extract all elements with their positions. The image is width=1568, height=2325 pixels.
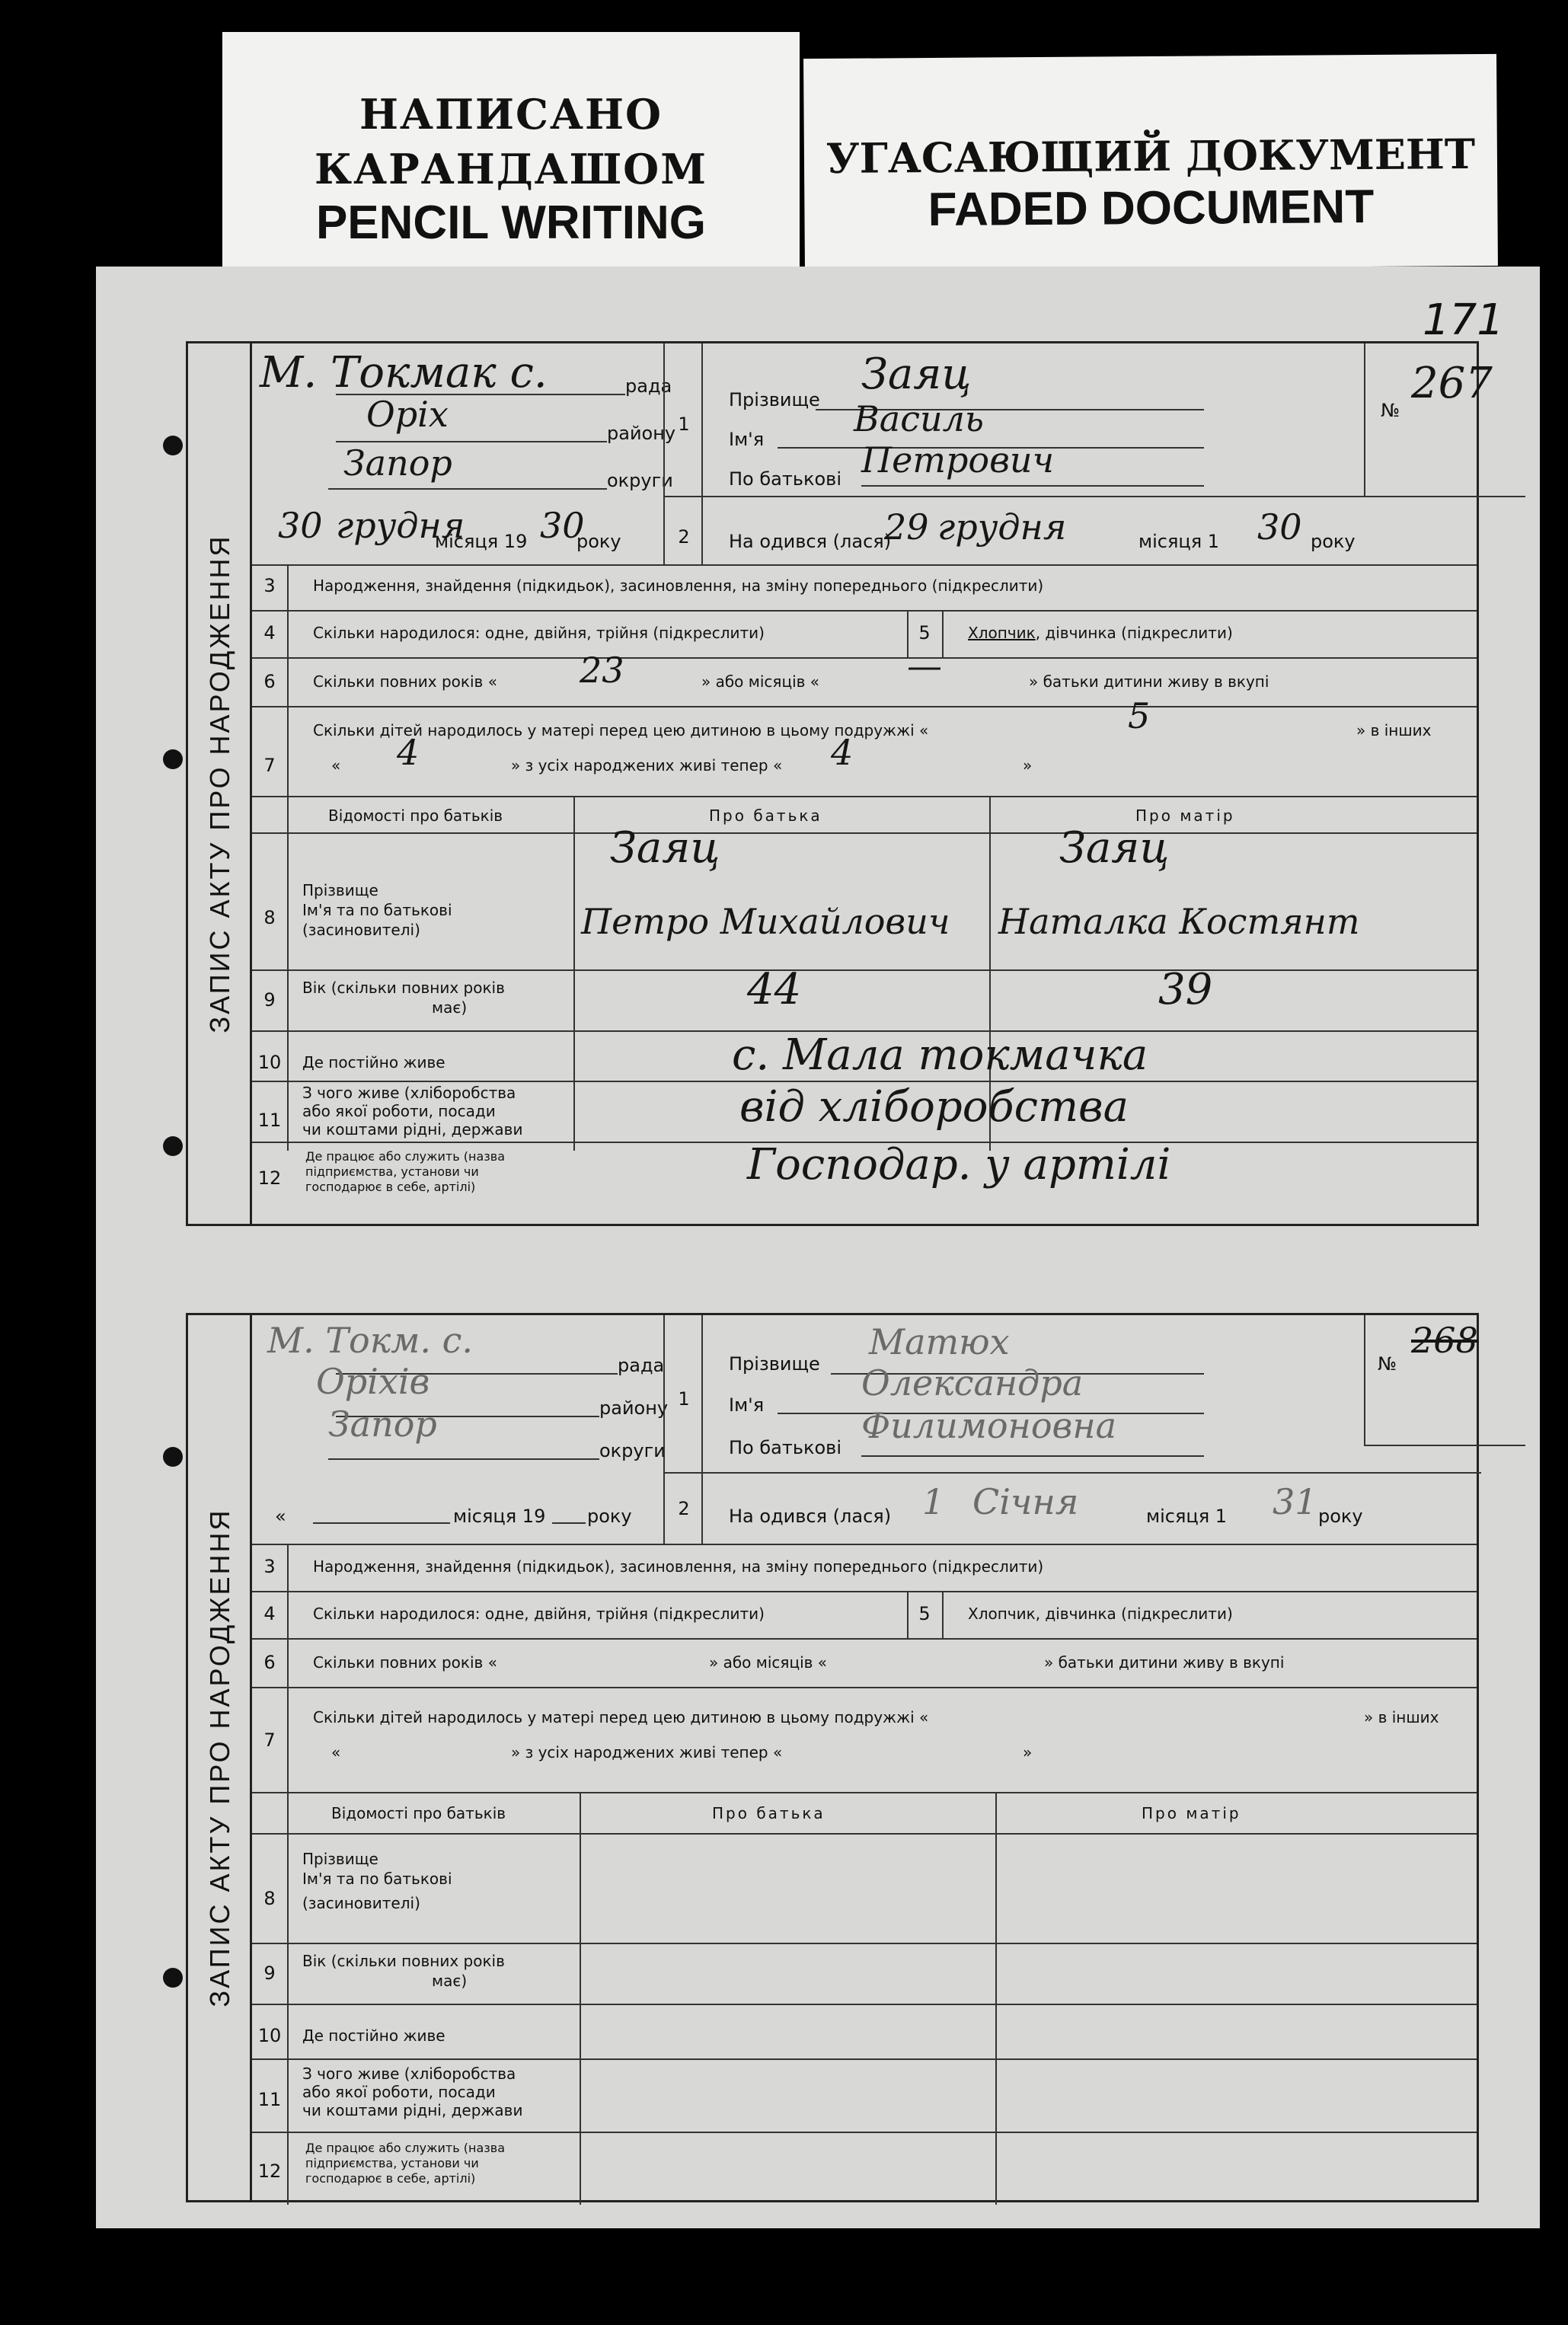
hw-reg-day: 30 [278,505,323,546]
label-row8c: (засиновителі) [302,1894,420,1912]
label-roku: року [587,1506,632,1527]
hw-okruha: Запор [328,1404,437,1445]
label-row12a: Де працює або служить (назва [305,2141,506,2155]
num-12: 12 [257,2161,282,2182]
label-raion: району [599,1397,669,1419]
label-no: № [1381,400,1400,421]
label-row12a: Де працює або служить (назва [305,1149,506,1164]
label-row11a: З чого живе (хліборобства [302,2065,516,2083]
hw-mother-age: 39 [1158,965,1213,1014]
label-row12c: господарює в себе, артілі) [305,2171,476,2186]
label-okruha: округи [607,470,673,491]
stamp-en: PENCIL WRITING [315,196,707,249]
hw-birth-month: Січня [972,1481,1079,1522]
hw-birth-day: 29 [884,506,929,548]
label-row7-c: « [331,756,341,774]
hw-livelihood: від хліборобства [739,1082,1129,1132]
label-row8c: (засиновителі) [302,921,420,939]
num-5: 5 [918,622,931,644]
page-number: 171 [1423,295,1504,345]
hw-workplace: Господар. у артілі [747,1140,1171,1190]
num-12: 12 [257,1167,282,1189]
hw-patronymic: Филимоновна [861,1405,1117,1446]
label-row6-c: » батьки дитини живу в вкупі [1044,1653,1285,1672]
stamp-faded-ru: УГАСАЮЩИЙ ДОКУМЕНТ [826,129,1476,183]
hw-number: 268 [1411,1320,1478,1361]
label-rada: рада [618,1355,665,1376]
label-row6-a: Скільки повних років « [313,1653,497,1672]
label-row10: Де постійно живе [302,2026,445,2045]
label-row3: Народження, знайдення (підкидьок), засиновлення, на зміну попереднього (підкреслити) [313,576,1044,595]
hw-residence: с. Мала токмачка [732,1030,1148,1080]
hw-place: М. Токм. с. [267,1320,473,1361]
label-row8: Прізвище [302,881,378,899]
hw-mother-name: Наталка Костянт [998,901,1360,942]
num-8: 8 [263,1888,276,1909]
label-roku: року [576,531,621,552]
label-roku-2: року [1318,1506,1363,1527]
label-surname: Прізвище [729,389,820,410]
hw-birth-year: 31 [1273,1481,1317,1522]
label-month-year: місяця 19 [453,1506,546,1527]
number-box [1364,343,1525,497]
num-6: 6 [263,1652,276,1673]
num-11: 11 [257,1110,282,1131]
label-row10: Де постійно живе [302,1053,445,1071]
label-rada: рада [625,375,672,397]
hw-father-age: 44 [747,965,802,1014]
num-4: 4 [263,1603,276,1624]
label-boy: Хлопчик [968,1605,1036,1623]
hw-reg-year: 30 [540,505,585,546]
label-row11a: З чого живе (хліборобства [302,1084,516,1102]
label-parents-info: Відомості про батьків [331,1804,506,1822]
label-row9a: Вік (скільки повних років [302,979,505,997]
label-row6-c: » батьки дитини живу в вкупі [1029,672,1269,691]
label-month-1: місяця 1 [1146,1506,1228,1527]
hw-surname: Заяц [861,350,972,399]
label-row7-a: Скільки дітей народилось у матері перед цею дитиною в цьому подружжі « [313,1708,929,1726]
label-row12b: підприємства, установи чи [305,2156,479,2170]
hw-mother-surname: Заяц [1059,823,1170,873]
label-row4: Скільки народилося: одне, двійня, трійня (підкреслити) [313,624,765,642]
num-10: 10 [257,1052,282,1073]
hw-raion: Оріхів [316,1361,430,1402]
stamp-faded-en: FADED DOCUMENT [928,180,1375,237]
side-title-box [186,1313,252,2202]
label-row6-b: » або місяців « [709,1653,827,1672]
label-row7-c: « [331,1743,341,1761]
hw-place: М. Токмак с. [260,348,548,398]
label-roku-2: року [1311,531,1356,552]
label-about-father: Про батька [709,806,822,825]
label-quote: « [275,1506,286,1527]
num-7: 7 [263,1729,276,1751]
label-girl: , дівчинка (підкреслити) [1035,1605,1233,1623]
label-row9b: має) [432,1972,468,1990]
label-row11c: чи коштами рідні, держави [302,2101,523,2119]
label-row6-a: Скільки повних років « [313,672,497,691]
num-11: 11 [257,2089,282,2110]
hw-father-surname: Заяц [610,823,720,873]
hw-birth-day: 1 [922,1481,945,1522]
label-row12b: підприємства, установи чи [305,1164,479,1179]
hw-children-alive: 4 [831,732,854,773]
label-okruha: округи [599,1440,666,1461]
label-row7-d: » з усіх народжених живі тепер « [511,756,783,774]
label-row11b: або якої роботи, посади [302,2083,496,2101]
label-girl: , дівчинка (підкреслити) [1035,624,1233,642]
num-5: 5 [918,1603,931,1624]
label-name: Ім'я [729,429,765,450]
hw-raion: Оріх [366,394,449,435]
num-8: 8 [263,907,276,928]
label-row7-e: » [1023,756,1033,774]
hw-father-name: Петро Михайлович [581,901,950,942]
label-row11c: чи коштами рідні, держави [302,1120,523,1139]
num-2: 2 [678,526,690,548]
label-row8: Прізвище [302,1850,378,1868]
number-box [1364,1315,1525,1446]
hw-number: 267 [1411,359,1493,408]
record-grid [250,1313,1479,2202]
label-row7-b: » в інших [1356,721,1432,739]
hw-months-together: — [907,645,942,686]
punch-hole [163,1968,183,1988]
num-9: 9 [263,989,276,1011]
record-grid [250,341,1493,1226]
hw-okruha: Запор [343,442,452,484]
punch-hole [163,436,183,455]
label-month-1: місяця 1 [1138,531,1220,552]
num-9: 9 [263,1963,276,1984]
label-row12c: господарює в себе, артілі) [305,1180,476,1194]
punch-hole [163,1447,183,1467]
label-row5 [968,624,1233,642]
label-row7-b: » в інших [1364,1708,1439,1726]
num-4: 4 [263,622,276,644]
hw-children-this: 5 [1128,695,1151,736]
label-row7-d: » з усіх народжених живі тепер « [511,1743,783,1761]
stamp-ru-line1: НАПИСАНО [359,90,663,139]
side-title: ЗАПИС АКТУ ПРО НАРОДЖЕННЯ [204,534,235,1033]
num-3: 3 [263,1556,276,1577]
birth-record-2 [186,1313,1479,2202]
num-10: 10 [257,2025,282,2046]
label-parents-info: Відомості про батьків [328,806,503,825]
num-6: 6 [263,671,276,692]
label-row3: Народження, знайдення (підкидьок), засиновлення, на зміну попереднього (підкреслити) [313,1557,1044,1576]
label-about-mother: Про матір [1142,1804,1241,1822]
num-3: 3 [263,575,276,596]
num-1: 1 [678,414,690,435]
label-surname: Прізвище [729,1353,820,1375]
label-row8b: Ім'я та по батькові [302,901,452,919]
place-section [252,343,676,564]
hw-name: Василь [854,398,984,439]
label-row8b: Ім'я та по батькові [302,1870,452,1888]
birth-record-1 [186,341,1493,1226]
label-raion: району [607,423,676,444]
hw-birth-year: 30 [1257,506,1302,548]
label-patronymic: По батькові [729,1437,841,1458]
side-title: ЗАПИС АКТУ ПРО НАРОДЖЕННЯ [204,1508,235,2007]
hw-name: Олександра [861,1362,1084,1404]
num-7: 7 [263,755,276,776]
num-1: 1 [678,1388,690,1410]
label-row9b: має) [432,998,468,1017]
num-2: 2 [678,1498,690,1519]
label-row7-e: » [1023,1743,1033,1761]
faded-document-stamp [803,54,1498,270]
hw-reg-month: грудня [336,505,465,546]
label-born: На одився (лася) [729,531,892,552]
label-month-year: місяця 19 [435,531,528,552]
label-patronymic: По батькові [729,468,841,490]
punch-hole [163,749,183,769]
hw-children-other: 4 [397,732,420,773]
place-section [252,1315,669,1544]
label-name: Ім'я [729,1394,765,1416]
label-row6-b: » або місяців « [701,672,819,691]
label-no: № [1378,1353,1397,1375]
label-boy: Хлопчик [968,624,1036,642]
stamp-ru-line2: КАРАНДАШОМ [315,145,707,193]
hw-years-together: 23 [580,650,624,691]
hw-surname: Матюх [869,1321,1010,1362]
hw-birth-month: грудня [937,506,1067,548]
label-row11b: або якої роботи, посади [302,1102,496,1120]
label-row4: Скільки народилося: одне, двійня, трійня (підкреслити) [313,1605,765,1623]
label-born: На одився (лася) [729,1506,892,1527]
pencil-writing-stamp [222,32,800,268]
label-about-mother: Про матір [1135,806,1235,825]
label-row5 [968,1605,1233,1623]
label-row9a: Вік (скільки повних років [302,1952,505,1970]
hw-patronymic: Петрович [861,439,1055,481]
label-row7-a: Скільки дітей народилось у матері перед цею дитиною в цьому подружжі « [313,721,929,739]
label-about-father: Про батька [712,1804,826,1822]
side-title-box [186,341,252,1226]
punch-hole [163,1136,183,1156]
